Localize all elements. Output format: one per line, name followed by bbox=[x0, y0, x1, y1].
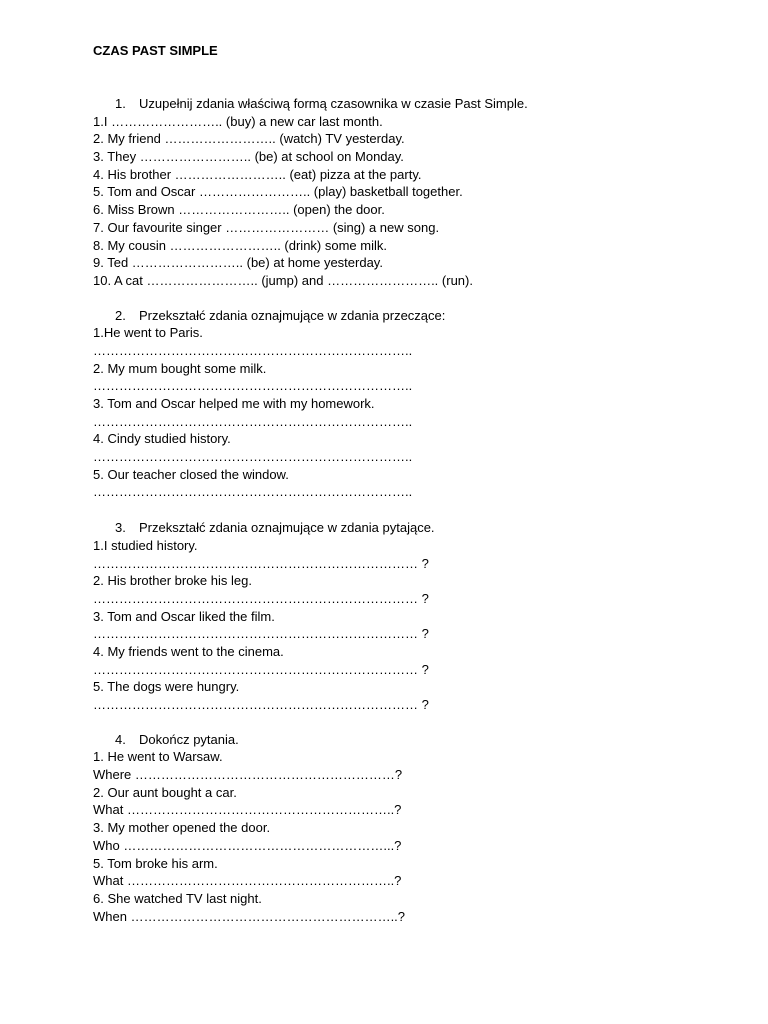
section-3-number: 3. bbox=[115, 520, 126, 536]
exercise-line: 4. His brother …………………….. (eat) pizza at the party. bbox=[93, 166, 422, 182]
exercise-line: 3. They …………………….. (be) at school on Monday. bbox=[93, 149, 404, 165]
page-title: CZAS PAST SIMPLE bbox=[93, 43, 218, 58]
spacer bbox=[93, 60, 693, 95]
answer-blank: ……………………………………………………………….. bbox=[93, 484, 413, 500]
answer-blank: ………………………………………………………………… ? bbox=[93, 697, 429, 712]
spacer bbox=[93, 501, 693, 519]
section-2-heading bbox=[93, 307, 693, 325]
sentence: 6. She watched TV last night. bbox=[93, 890, 262, 906]
exercise-line: 5. Tom and Oscar …………………….. (play) basketball together. bbox=[93, 184, 463, 200]
sentence: 1.He went to Paris. bbox=[93, 325, 203, 341]
spacer bbox=[93, 714, 693, 731]
answer-blank: ……………………………………………………………….. bbox=[93, 378, 413, 394]
sentence: 3. My mother opened the door. bbox=[93, 820, 271, 836]
answer-blank: When ……………………………………………………..? bbox=[93, 908, 406, 924]
answer-blank: ………………………………………………………………… ? bbox=[93, 555, 429, 571]
sentence: 2. My mum bought some milk. bbox=[93, 360, 267, 376]
exercise-line: 1.I …………………….. (buy) a new car last month. bbox=[93, 113, 383, 129]
sentence: 3. Tom and Oscar helped me with my homework. bbox=[93, 396, 375, 411]
exercise-line: 7. Our favourite singer …………………… (sing) a new song. bbox=[93, 219, 440, 235]
section-1-heading bbox=[93, 95, 693, 113]
spacer bbox=[93, 290, 693, 307]
section-1 bbox=[93, 95, 693, 290]
exercise-line: 8. My cousin …………………….. (drink) some milk. bbox=[93, 237, 387, 253]
sentence: 1. He went to Warsaw. bbox=[93, 749, 223, 765]
section-2-number: 2. bbox=[115, 307, 126, 323]
sentence: 5. Tom broke his arm. bbox=[93, 855, 218, 871]
answer-blank: What ……………………………………………………..? bbox=[93, 873, 402, 889]
answer-blank: Where ……………………………………………………? bbox=[93, 767, 403, 783]
section-4-heading-text: Dokończ pytania. bbox=[139, 731, 239, 747]
exercise-line: 2. My friend …………………….. (watch) TV yesterday. bbox=[93, 131, 405, 147]
section-3-heading bbox=[93, 519, 693, 537]
answer-blank: What ……………………………………………………..? bbox=[93, 802, 402, 818]
answer-blank: ………………………………………………………………… ? bbox=[93, 661, 429, 677]
sentence: 1.I studied history. bbox=[93, 537, 198, 553]
exercise-line: 6. Miss Brown …………………….. (open) the door. bbox=[93, 202, 385, 218]
sentence: 4. Cindy studied history. bbox=[93, 431, 231, 447]
sentence: 2. Our aunt bought a car. bbox=[93, 784, 237, 800]
sentence: 3. Tom and Oscar liked the film. bbox=[93, 608, 275, 624]
sentence: 5. Our teacher closed the window. bbox=[93, 466, 289, 482]
exercise-line: 10. A cat …………………….. (jump) and …………………….. (run). bbox=[93, 272, 473, 288]
worksheet-page bbox=[93, 42, 693, 925]
answer-blank: ………………………………………………………………… ? bbox=[93, 590, 429, 606]
section-3-heading-text: Przekształć zdania oznajmujące w zdania pytające. bbox=[139, 520, 435, 536]
section-2 bbox=[93, 307, 693, 502]
section-2-heading-text: Przekształć zdania oznajmujące w zdania przeczące: bbox=[139, 307, 446, 323]
exercise-line: 9. Ted …………………….. (be) at home yesterday. bbox=[93, 255, 383, 271]
answer-blank: ……………………………………………………………….. bbox=[93, 449, 413, 465]
section-4-number: 4. bbox=[115, 731, 126, 747]
answer-blank: ……………………………………………………………….. bbox=[93, 413, 413, 429]
sentence: 5. The dogs were hungry. bbox=[93, 679, 240, 695]
section-1-heading-text: Uzupełnij zdania właściwą formą czasownika w czasie Past Simple. bbox=[139, 96, 528, 111]
answer-blank: ……………………………………………………………….. bbox=[93, 342, 413, 358]
answer-blank: Who ……………………………………………………...? bbox=[93, 837, 402, 853]
answer-blank: ………………………………………………………………… ? bbox=[93, 626, 429, 642]
section-4 bbox=[93, 731, 693, 926]
sentence: 2. His brother broke his leg. bbox=[93, 573, 252, 589]
sentence: 4. My friends went to the cinema. bbox=[93, 643, 284, 659]
section-3 bbox=[93, 519, 693, 714]
section-1-number: 1. bbox=[115, 96, 126, 111]
section-4-heading bbox=[93, 731, 693, 749]
